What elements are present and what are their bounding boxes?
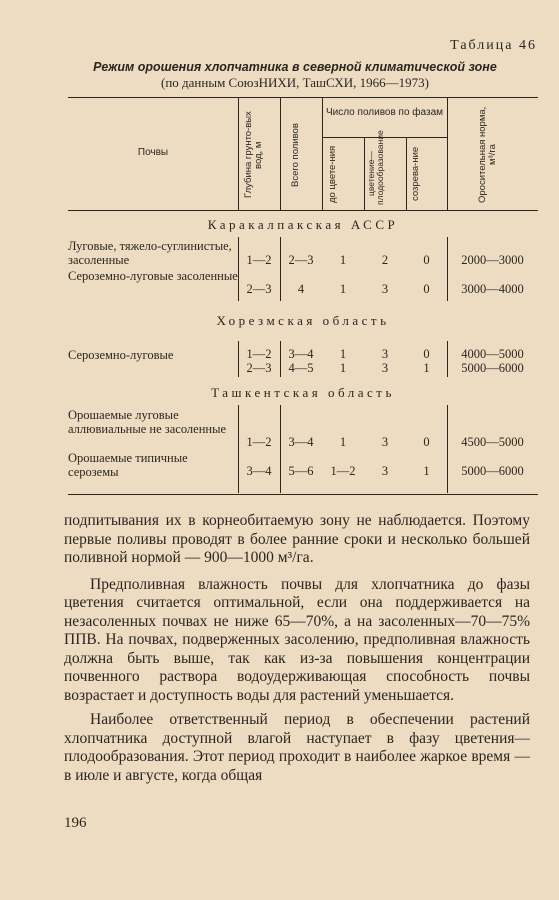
cell-phase1: 1	[339, 435, 347, 449]
cell-phase1: 1	[339, 253, 347, 267]
cell-depth: 2—3	[246, 282, 272, 296]
header-phase3: созрева-ние	[410, 146, 421, 202]
header-phase1: до цвете-ния	[327, 145, 338, 203]
table-top-rule	[68, 97, 538, 98]
soil-name: Сероземно-луговые засоленные	[68, 269, 238, 283]
cell-phase2: 3	[381, 347, 389, 361]
cell-phase3: 0	[423, 282, 430, 296]
paragraph: Предполивная влажность почвы для хлопчатника до фазы цветения считается оптимальной, если она поддерживается на незасоленных почвах не ниже 65—70%, а на засоленных—70—75% ППВ. На почвах, подверженных засолению, предполивная влажность должна быть выше, так как из-за повышения концентрации почвенного раствора водоудерживающая способность почвы возрастает и доступность воды для растений уменьшается.	[64, 575, 530, 704]
region-heading: Ташкентская область	[211, 385, 395, 400]
header-phase2: цветение—плодообразование	[366, 130, 385, 205]
table-title: Режим орошения хлопчатника в северной климатической зоне	[93, 60, 497, 74]
cell-phase3: 1	[423, 464, 430, 478]
cell-norm: 5000—6000	[461, 464, 524, 478]
cell-norm: 4000—5000	[461, 347, 524, 361]
cell-phase3: 1	[423, 361, 430, 375]
body-text	[64, 512, 530, 785]
cell-norm: 4500—5000	[461, 435, 524, 449]
cell-phase2: 3	[381, 361, 389, 375]
header-total: Всего поливов	[290, 123, 301, 187]
cell-total: 3—4	[288, 347, 314, 361]
header-col-divider	[280, 97, 281, 210]
irrigation-table	[68, 97, 538, 495]
cell-phase2: 3	[381, 464, 389, 478]
cell-phase1: 1	[339, 361, 347, 375]
cell-total: 5—6	[288, 464, 314, 478]
region-heading: Каракалпакская АССР	[207, 217, 399, 232]
cell-depth: 1—2	[246, 347, 272, 361]
cell-phase3: 0	[423, 253, 430, 267]
header-col-divider	[406, 137, 407, 210]
header-by-phase: Число поливов по фазам	[325, 107, 444, 118]
header-depth: Глубина грунто-вых вод, м	[243, 111, 264, 199]
cell-depth: 3—4	[246, 464, 272, 478]
cell-norm: 2000—3000	[461, 253, 524, 267]
table-bottom-rule	[68, 494, 538, 495]
cell-phase2: 3	[381, 282, 389, 296]
cell-depth: 2—3	[246, 361, 272, 375]
cell-total: 4	[297, 282, 305, 296]
paragraph: Наиболее ответственный период в обеспечении растений хлопчатника доступной влагой наступает в фазу цветения—плодообразования. Этот период проходит в наиболее жаркое время — в июле и августе, когда общая	[64, 711, 530, 784]
paragraph: подпитывания их в корнеобитаемую зону не наблюдается. Поэтому первые поливы проводят в более ранние сроки и несколько большей поливной нормой — 900—1000 м³/га.	[64, 512, 530, 566]
cell-phase3: 0	[423, 347, 430, 361]
page-number: 196	[64, 815, 87, 831]
cell-phase1: 1	[339, 347, 347, 361]
cell-depth: 1—2	[246, 435, 272, 449]
cell-norm: 3000—4000	[461, 282, 524, 296]
cell-phase1: 1—2	[330, 464, 356, 478]
table-header-rule	[68, 210, 538, 211]
cell-total: 4—5	[288, 361, 314, 375]
cell-depth: 1—2	[246, 253, 272, 267]
soil-name: Орошаемые типичные сероземы	[68, 451, 188, 479]
header-soils: Почвы	[137, 147, 169, 158]
header-col-divider	[364, 137, 365, 210]
region-heading: Хорезмская область	[216, 313, 390, 328]
cell-phase2: 2	[381, 253, 389, 267]
soil-name: Сероземно-луговые	[68, 348, 174, 362]
cell-norm: 5000—6000	[461, 361, 524, 375]
header-col-divider	[447, 97, 448, 210]
table-caption	[60, 60, 530, 90]
soil-name: Орошаемые луговые аллювиальные не засоленные	[68, 408, 227, 436]
cell-total: 3—4	[288, 435, 314, 449]
header-col-divider	[238, 97, 239, 210]
table-number-label: Таблица 46	[450, 38, 537, 53]
table-source: (по данным СоюзНИХИ, ТашСХИ, 1966—1973)	[161, 75, 429, 90]
header-norm: Оросительная норма, м³/га	[477, 106, 498, 204]
cell-phase3: 0	[423, 435, 430, 449]
cell-phase1: 1	[339, 282, 347, 296]
soil-name: Луговые, тяжело-суглинистые, засоленные	[68, 239, 232, 267]
cell-total: 2—3	[288, 253, 314, 267]
cell-phase2: 3	[381, 435, 389, 449]
